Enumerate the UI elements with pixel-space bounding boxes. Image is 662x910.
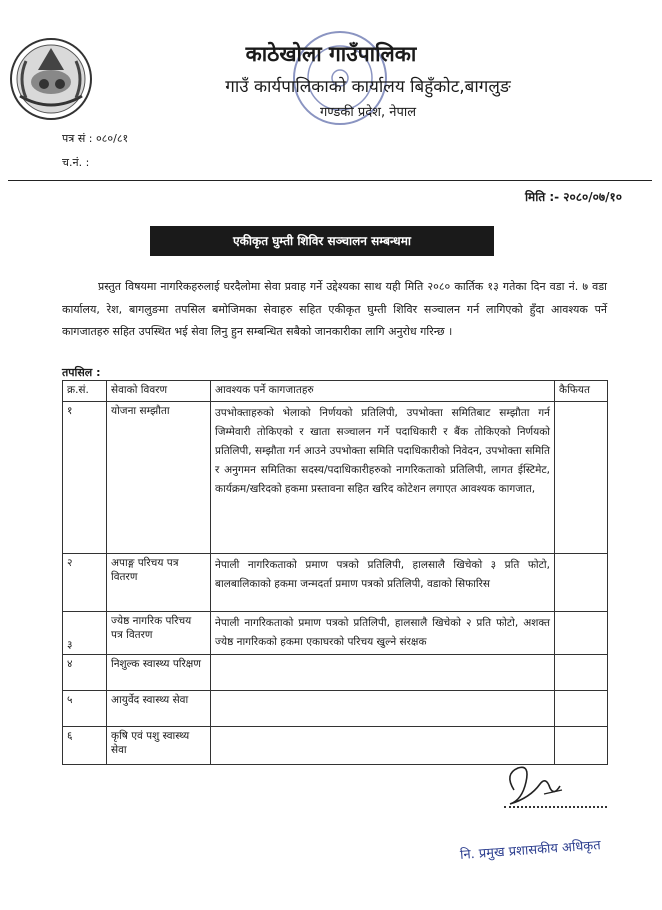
row-remarks bbox=[555, 655, 608, 691]
reference-number: पत्र सं : ०८०/८१ bbox=[62, 132, 129, 145]
table-row bbox=[63, 655, 608, 691]
office-name: गाउँ कार्यपालिकाको कार्यालय बिहुँकोट,बागलुङ bbox=[225, 77, 511, 97]
schedule-label: तपसिल : bbox=[62, 366, 101, 379]
letter-body: प्रस्तुत विषयमा नागरिकहरुलाई घरदैलोमा सेवा प्रवाह गर्ने उद्देश्यका साथ यही मिति २०८० कार्तिक १३ गतेका दिन वडा नं. ७ वडा कार्यालय, रेश, बागलुङमा तपसिल बमोजिमका सेवाहरु सहित एकीकृत घुम्ती शिविर सञ्चालन गर्न लागिएको हुँदा आवश्यक पर्ने कागजातहरु सहित उपस्थित भई सेवा लिनु हुन सम्बन्धित सबैको जानकारीका लागि अनुरोध गरिन्छ । bbox=[62, 280, 607, 338]
header-remarks: कैफियत bbox=[555, 381, 608, 402]
row-remarks bbox=[555, 554, 608, 612]
row-remarks bbox=[555, 402, 608, 554]
header-service: सेवाको विवरण bbox=[107, 381, 211, 402]
table-row bbox=[63, 727, 608, 765]
dispatch-number: च.नं. : bbox=[62, 156, 90, 169]
header-sn: क्र.सं. bbox=[63, 381, 107, 402]
letter-date: मिति :- २०८०/०७/१० bbox=[524, 190, 622, 204]
services-table bbox=[62, 380, 608, 765]
table-row bbox=[63, 554, 608, 612]
province-name: गण्डकी प्रदेश, नेपाल bbox=[319, 105, 417, 120]
row-docs bbox=[211, 727, 555, 765]
table-row bbox=[63, 691, 608, 727]
row-remarks bbox=[555, 691, 608, 727]
row-sn: १ bbox=[63, 402, 107, 554]
row-docs: नेपाली नागरिकताको प्रमाण पत्रको प्रतिलिपी, हालसालै खिचेको ३ प्रति फोटो, बालबालिकाको हकमा जन्मदर्ता प्रमाण पत्रको प्रतिलिपी, वडाको सिफारिस bbox=[211, 554, 555, 612]
row-remarks bbox=[555, 612, 608, 655]
row-sn: २ bbox=[63, 554, 107, 612]
row-sn: ६ bbox=[63, 727, 107, 765]
header-divider bbox=[8, 180, 652, 181]
row-sn: ३ bbox=[63, 612, 107, 655]
handwritten-signature bbox=[500, 760, 570, 810]
row-docs bbox=[211, 655, 555, 691]
row-service: ज्येष्ठ नागरिक परिचय पत्र वितरण bbox=[107, 612, 211, 655]
signer-title: नि. प्रमुख प्रशासकीय अधिकृत bbox=[459, 838, 602, 863]
municipality-name: काठेखोला गाउँपालिका bbox=[245, 42, 417, 66]
row-service: योजना सम्झौता bbox=[107, 402, 211, 554]
row-sn: ४ bbox=[63, 655, 107, 691]
row-docs bbox=[211, 691, 555, 727]
table-header-row bbox=[63, 381, 608, 402]
row-service: अपाङ्ग परिचय पत्र वितरण bbox=[107, 554, 211, 612]
table-row bbox=[63, 612, 608, 655]
header-docs: आवश्यक पर्ने कागजातहरु bbox=[211, 381, 555, 402]
table-row bbox=[63, 402, 608, 554]
row-remarks bbox=[555, 727, 608, 765]
row-docs: नेपाली नागरिकताको प्रमाण पत्रको प्रतिलिपी, हालसालै खिचेको २ प्रति फोटो, अशक्त ज्येष्ठ नागरिकको हकमा एकाघरको परिचय खुल्ने संरक्षक bbox=[211, 612, 555, 655]
row-docs: उपभोक्ताहरुको भेलाको निर्णयको प्रतिलिपी, उपभोक्ता समितिबाट सम्झौता गर्न जिम्मेवारी तोकिएको र खाता सञ्चालन गर्ने पदाधिकारी र बैंक तोकिएको निर्णयको प्रतिलिपी, सम्झौता गर्न आउने उपभोक्ता समिति पदाधिकारीको निवेदन, उपभोक्ता समिति र अनुगमन समितिका सदस्य/पदाधिकारीहरुको नागरिकताको प्रतिलिपी, लागत ईस्टिमेट, कार्यक्रम/खरिदको हकमा प्रस्तावना सहित खरिद कोटेशन लगाएत आवश्यक कागजात, bbox=[211, 402, 555, 554]
subject-banner: एकीकृत घुम्ती शिविर सञ्चालन सम्बन्धमा bbox=[150, 226, 494, 256]
signature-line bbox=[504, 806, 607, 808]
row-service: आयुर्वेद स्वास्थ्य सेवा bbox=[107, 691, 211, 727]
row-sn: ५ bbox=[63, 691, 107, 727]
row-service: निशुल्क स्वास्थ्य परिक्षण bbox=[107, 655, 211, 691]
row-service: कृषि एवं पशु स्वास्थ्य सेवा bbox=[107, 727, 211, 765]
